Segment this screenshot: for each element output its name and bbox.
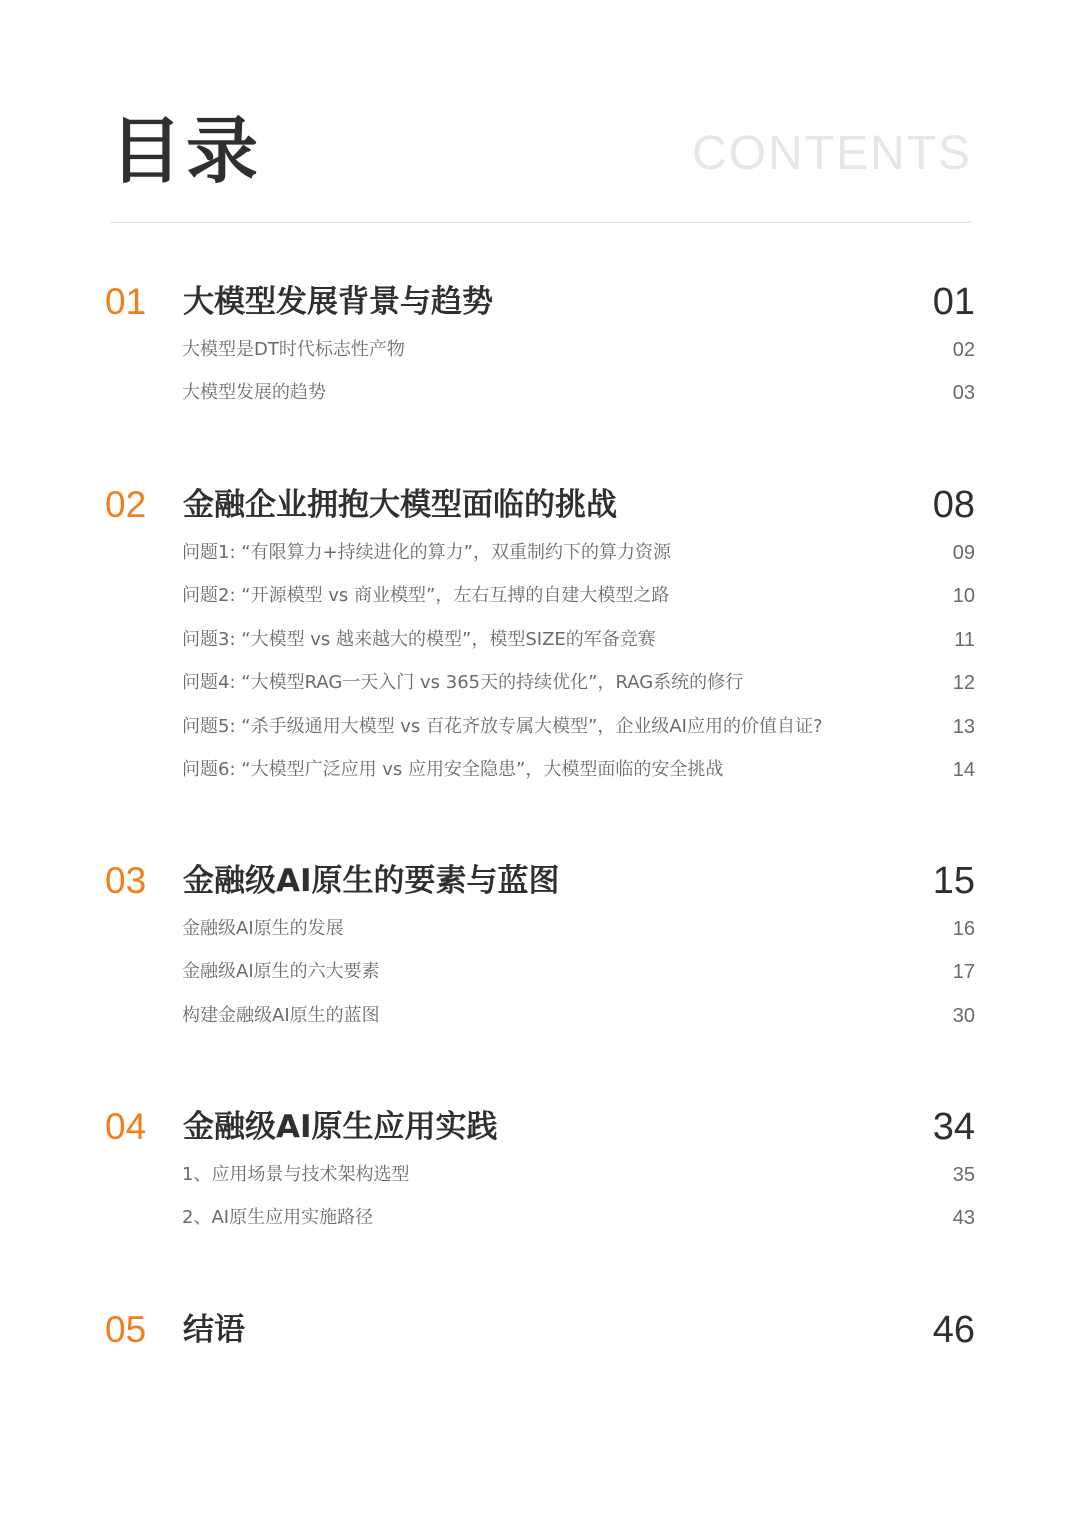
section-number: 04	[105, 1106, 147, 1147]
toc-item-page: 17	[952, 961, 975, 984]
section-page-number: 01	[932, 281, 975, 323]
toc-item-label: 问题6: “大模型广泛应用 vs 应用安全隐患”，大模型面临的安全挑战	[182, 758, 724, 780]
toc-section-03	[105, 856, 975, 1040]
toc-item[interactable]	[105, 1199, 975, 1242]
toc-section-02	[105, 480, 975, 794]
section-page-number: 34	[932, 1106, 975, 1148]
toc-item-page: 14	[952, 758, 975, 781]
section-heading[interactable]	[105, 480, 975, 530]
toc-item-page: 10	[952, 585, 975, 608]
subsection-list	[105, 910, 975, 1040]
toc-item-page: 43	[952, 1207, 975, 1230]
toc-item-label: 问题2: “开源模型 vs 商业模型”，左右互搏的自建大模型之路	[182, 585, 670, 607]
section-page-number: 08	[932, 484, 975, 526]
section-title: 金融企业拥抱大模型面临的挑战	[183, 487, 617, 523]
toc-item-label: 问题3: “大模型 vs 越来越大的模型”，模型SIZE的军备竞赛	[182, 628, 656, 650]
section-title: 金融级AI原生应用实践	[183, 1109, 498, 1145]
toc-item[interactable]	[105, 577, 975, 620]
section-number: 05	[105, 1309, 147, 1350]
toc-item[interactable]	[105, 953, 975, 996]
toc-item-label: 2、AI原生应用实施路径	[182, 1207, 374, 1229]
subsection-list	[105, 534, 975, 794]
toc-item[interactable]	[105, 374, 975, 417]
toc-item[interactable]	[105, 910, 975, 953]
toc-item-page: 12	[952, 672, 975, 695]
toc-item[interactable]	[105, 708, 975, 751]
toc-item-label: 金融级AI原生的六大要素	[182, 961, 380, 983]
toc-item-label: 问题1: “有限算力+持续进化的算力”，双重制约下的算力资源	[182, 542, 671, 563]
toc-section-04	[105, 1102, 975, 1243]
toc-item-label: 构建金融级AI原生的蓝图	[182, 1004, 380, 1026]
section-page-number: 46	[932, 1309, 975, 1351]
toc-item-label: 大模型是DT时代标志性产物	[182, 339, 405, 360]
toc-item-page: 03	[952, 382, 975, 405]
toc-item[interactable]	[105, 997, 975, 1040]
toc-section-05	[105, 1305, 975, 1355]
toc-item-page: 02	[952, 339, 975, 361]
toc-item-page: 13	[952, 715, 975, 738]
section-title: 金融级AI原生的要素与蓝图	[183, 863, 560, 899]
toc-header	[110, 100, 972, 223]
toc-item-label: 1、应用场景与技术架构选型	[182, 1164, 410, 1185]
toc-item-page: 35	[952, 1164, 975, 1186]
section-title: 大模型发展背景与趋势	[183, 284, 493, 320]
section-number: 01	[105, 281, 147, 322]
toc-item[interactable]	[105, 534, 975, 577]
toc-item-page: 30	[952, 1004, 975, 1027]
section-heading[interactable]	[105, 1102, 975, 1152]
section-heading[interactable]	[105, 277, 975, 327]
page-title-english: CONTENTS	[692, 127, 972, 180]
toc-item-label: 问题4: “大模型RAG一天入门 vs 365天的持续优化”，RAG系统的修行	[182, 672, 744, 694]
toc-item[interactable]	[105, 331, 975, 374]
toc-item-page: 09	[952, 542, 975, 564]
page-title: 目录	[110, 109, 263, 193]
toc-item[interactable]	[105, 1156, 975, 1199]
toc-item[interactable]	[105, 751, 975, 794]
toc-item-page: 11	[954, 628, 975, 651]
toc-item[interactable]	[105, 664, 975, 707]
toc-item-label: 大模型发展的趋势	[182, 382, 326, 404]
toc-item-label: 问题5: “杀手级通用大模型 vs 百花齐放专属大模型”，企业级AI应用的价值自证?	[182, 715, 823, 737]
subsection-list	[105, 331, 975, 418]
toc-item-label: 金融级AI原生的发展	[182, 918, 344, 939]
subsection-list	[105, 1156, 975, 1243]
section-title: 结语	[183, 1312, 245, 1348]
toc-section-01	[105, 277, 975, 418]
section-number: 02	[105, 484, 147, 525]
section-number: 03	[105, 860, 147, 901]
section-heading[interactable]	[105, 856, 975, 906]
toc-item[interactable]	[105, 621, 975, 664]
section-heading[interactable]	[105, 1305, 975, 1355]
toc-item-page: 16	[952, 918, 975, 940]
section-page-number: 15	[932, 860, 975, 902]
